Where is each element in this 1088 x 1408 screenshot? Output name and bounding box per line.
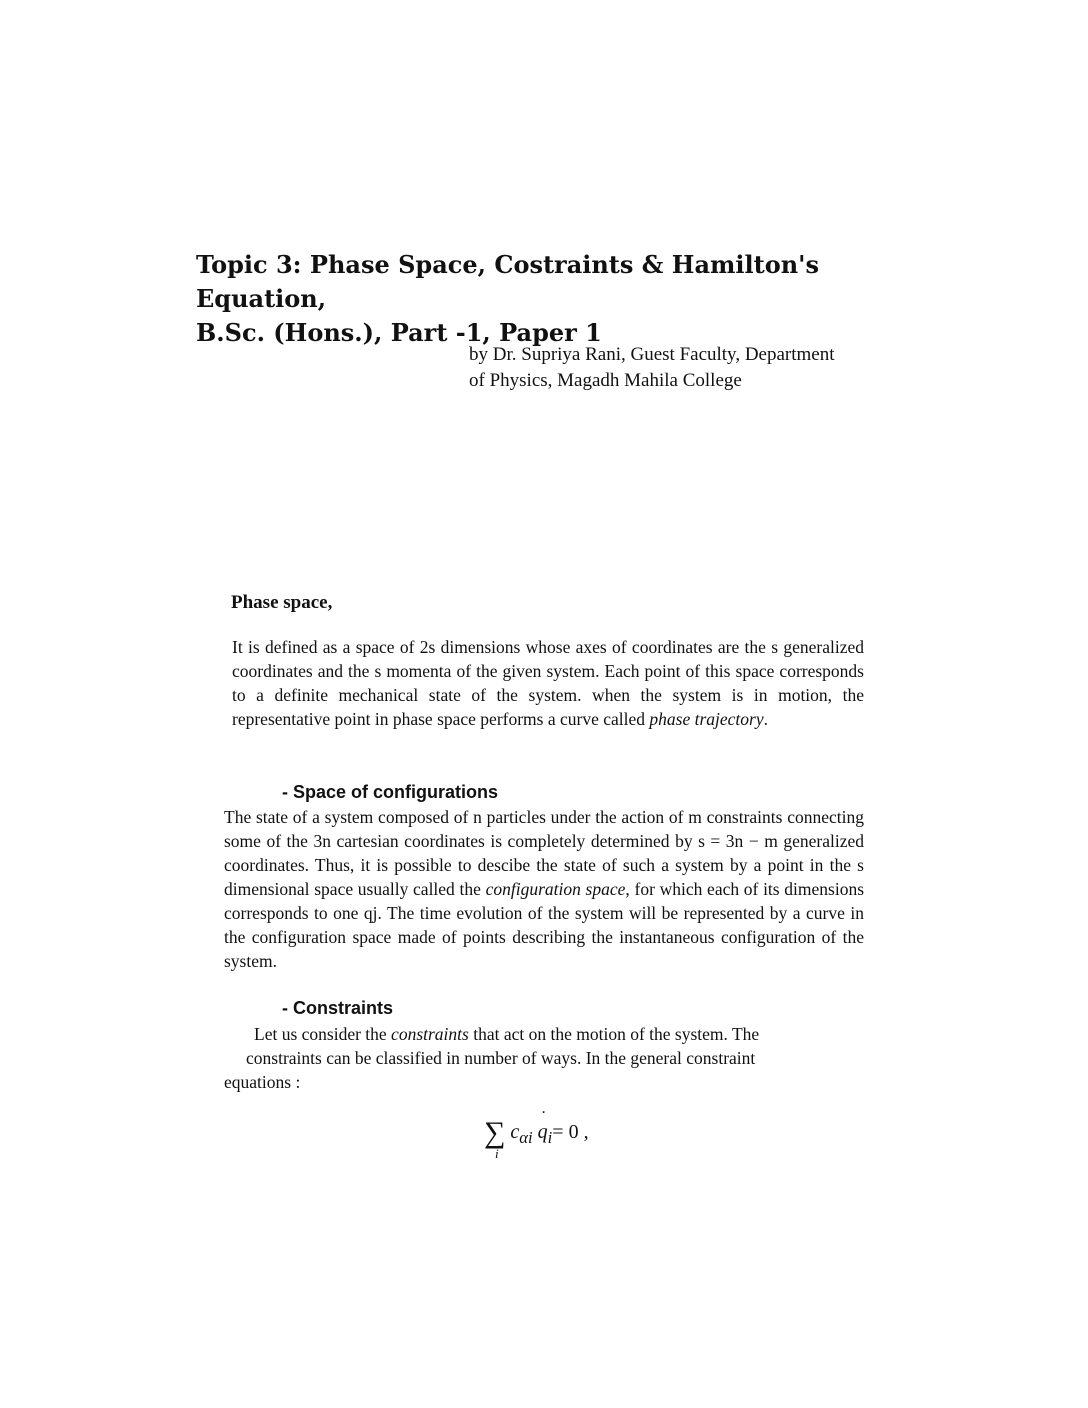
configurations-end: , for which each of its dimensions corresponds to one qj. The time evolution of the system will be represented by a curve in the configuration space made of points describing the instantaneous configuration of the system. [224,879,865,971]
configurations-text: The state of a system composed of n particles under the action of m constraints connecting some of the 3n cartesian coordinates is completely determined by s = 3n − m generalized coordinates. Thus, it is possible to descibe the state of such a system by a point in the s dimensional space usually called the [224,807,864,899]
equation-rhs: = 0 , [552,1121,589,1143]
phase-space-paragraph [224,635,864,731]
constraints-line3: equations : [224,1072,301,1092]
constraints-line1-end: that act on the motion of the system. The [473,1024,760,1044]
summation-index: i [495,1146,499,1161]
summation-symbol: ∑ [484,1116,506,1149]
phase-space-text: It is defined as a space of 2s dimensions whose axes of coordinates are the s generalized coordinates and the s momenta of the given system. Each point of this space corresponds to a definite mechanical state of the system. when the system is in motion, the representative point in phase space performs a curve called [232,637,864,729]
q-subscript: i [547,1128,553,1147]
subheading-constraints: - Constraints [282,998,394,1018]
constraints-line2: constraints can be classified in number of ways. In the general constraint [246,1048,756,1068]
q-dot: ˙ q [538,1121,548,1144]
subheading-space-of-configurations: - Space of configurations [282,782,499,802]
document-title [196,248,916,350]
configuration-space-term: configuration space [485,879,626,899]
coefficient-subscript: αi [519,1128,533,1147]
constraints-paragraph [224,1022,864,1094]
title-line-1: Topic 3: Phase Space, Costraints & Hamilton's Equation, [196,250,820,313]
phase-trajectory-term: phase trajectory [649,709,764,729]
author-byline [469,342,899,394]
constraints-term: constraints [391,1024,469,1044]
coefficient-c: c [510,1121,520,1143]
byline-line-2: of Physics, Magadh Mahila College [469,370,742,391]
section-heading-phase-space: Phase space, [231,592,333,613]
byline-line-1: by Dr. Supriya Rani, Guest Faculty, Department [469,344,835,365]
constraints-line1-start: Let us consider the [254,1024,387,1044]
phase-space-end: . [763,709,768,729]
constraint-equation [484,1112,589,1161]
title-line-2: B.Sc. (Hons.), Part -1, Paper 1 [196,318,602,347]
configurations-paragraph [224,805,864,973]
